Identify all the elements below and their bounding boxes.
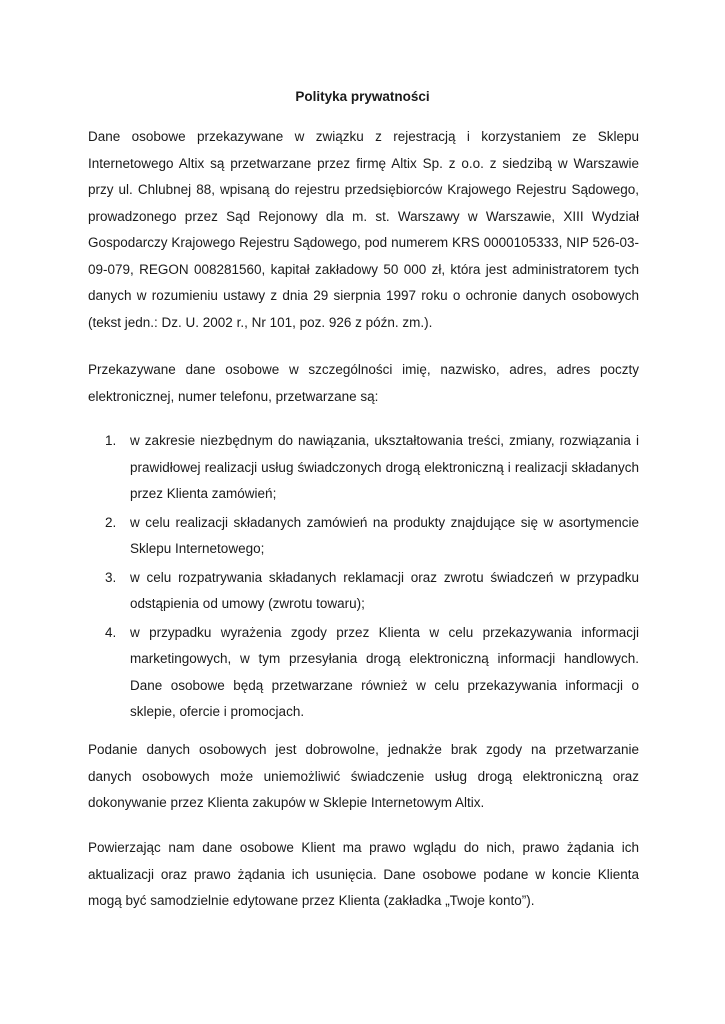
list-item-text: w przypadku wyrażenia zgody przez Klienta w celu przekazywania informacji marketingowych, w tym przesyłania drogą elektroniczną informacji handlowych. Dane osobowe będą przetwarzane również w celu przekazywania informacji o sklepie, ofercie i promocjach. — [130, 624, 639, 719]
paragraph-administrator: Dane osobowe przekazywane w związku z rejestracją i korzystaniem ze Sklepu Internetowego Altix są przetwarzane przez firmę Altix Sp. z o.o. z siedzibą w Warszawie przy ul. Chlubnej 88, wpisaną do rejestru przedsiębiorców Krajowego Rejestru Sądowego, prowadzonego przez Sąd Rejonowy dla m. st. Warszawy w Warszawie, XIII Wydział Gospodarczy Krajowego Rejestru Sądowego, pod numerem KRS 0000105333, NIP 526-03-09-079, REGON 008281560, kapitał zakładowy 50 000 zł, która jest administratorem tych danych w rozumieniu ustawy z dnia 29 sierpnia 1997 roku o ochronie danych osobowych (tekst jedn.: Dz. U. 2002 r., Nr 101, poz. 926 z późn. zm.). — [88, 129, 639, 330]
list-item — [88, 510, 639, 563]
processing-purposes-list — [88, 428, 639, 726]
list-item — [88, 428, 639, 508]
list-item — [88, 620, 639, 726]
list-item-number: 3. — [105, 569, 117, 585]
list-item-number: 4. — [105, 624, 117, 640]
page-title: Polityka prywatności — [295, 89, 430, 104]
list-item-text: w celu rozpatrywania składanych reklamacji oraz zwrotu świadczeń w przypadku odstąpienia od umowy (zwrotu towaru); — [130, 569, 639, 611]
list-item-text: w celu realizacji składanych zamówień na produkty znajdujące się w asortymencie Sklepu Internetowego; — [130, 514, 639, 556]
list-item-number: 2. — [105, 514, 117, 530]
list-item-number: 1. — [105, 433, 117, 448]
paragraph-voluntary: Podanie danych osobowych jest dobrowolne, jednakże brak zgody na przetwarzanie danych osobowych może uniemożliwić świadczenie usług drogą elektroniczną oraz dokonywanie przez Klienta zakupów w Sklepie Internetowym Altix. — [88, 742, 639, 810]
paragraph-rights: Powierzając nam dane osobowe Klient ma prawo wglądu do nich, prawo żądania ich aktualizacji oraz prawo żądania ich usunięcia. Dane osobowe podane w koncie Klienta mogą być samodzielnie edytowane przez Klienta (zakładka „Twoje konto”). — [88, 840, 639, 908]
list-item-text: w zakresie niezbędnym do nawiązania, ukształtowania treści, zmiany, rozwiązania i prawidłowej realizacji usług świadczonych drogą elektroniczną i realizacji składanych przez Klienta zamówień; — [130, 433, 639, 501]
paragraph-data-scope: Przekazywane dane osobowe w szczególności imię, nazwisko, adres, adres poczty elektronicznej, numer telefonu, przetwarzane są: — [88, 362, 639, 404]
list-item — [88, 565, 639, 618]
